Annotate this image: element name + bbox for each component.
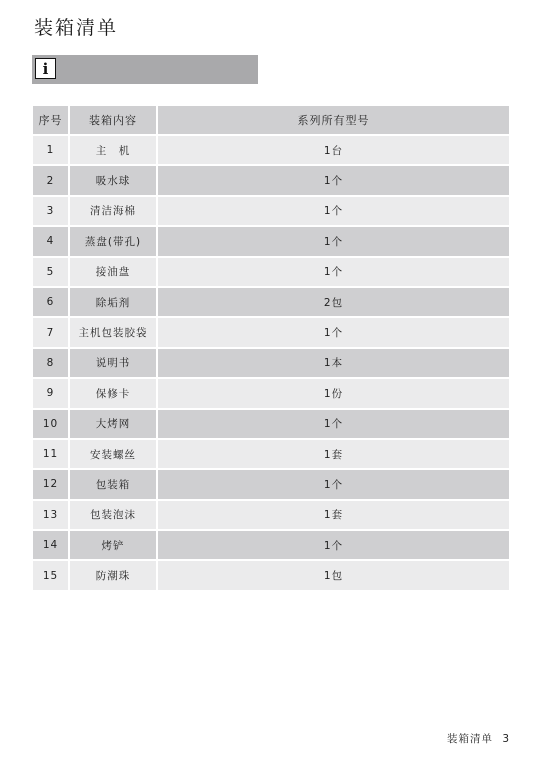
row-number: 15	[33, 560, 69, 590]
table-row	[33, 439, 509, 469]
row-quantity: 1个	[157, 226, 509, 256]
row-item: 清洁海棉	[69, 196, 157, 226]
row-item: 说明书	[69, 348, 157, 378]
table-row	[33, 317, 509, 347]
row-quantity: 1个	[157, 196, 509, 226]
row-number: 13	[33, 500, 69, 530]
row-item: 烤铲	[69, 530, 157, 560]
row-item: 大烤网	[69, 409, 157, 439]
row-number: 9	[33, 378, 69, 408]
header-models: 系列所有型号	[157, 106, 509, 135]
table-row	[33, 226, 509, 256]
row-item: 主 机	[69, 135, 157, 165]
row-item: 除垢剂	[69, 287, 157, 317]
row-number: 4	[33, 226, 69, 256]
table-row	[33, 135, 509, 165]
page-number: 3	[502, 733, 510, 745]
row-quantity: 1个	[157, 165, 509, 195]
row-number: 14	[33, 530, 69, 560]
header-contents: 装箱内容	[69, 106, 157, 135]
row-number: 12	[33, 469, 69, 499]
row-item: 包装箱	[69, 469, 157, 499]
row-item: 包装泡沫	[69, 500, 157, 530]
row-item: 保修卡	[69, 378, 157, 408]
row-quantity: 1台	[157, 135, 509, 165]
table-header-row	[33, 106, 509, 135]
row-number: 11	[33, 439, 69, 469]
table-row	[33, 500, 509, 530]
row-number: 2	[33, 165, 69, 195]
info-banner	[32, 55, 258, 84]
packing-list-table	[33, 106, 509, 592]
row-quantity: 1个	[157, 257, 509, 287]
table-row	[33, 378, 509, 408]
row-quantity: 1个	[157, 469, 509, 499]
table-row	[33, 196, 509, 226]
table-row	[33, 560, 509, 590]
row-item: 安装螺丝	[69, 439, 157, 469]
table-row	[33, 165, 509, 195]
row-quantity: 1包	[157, 560, 509, 590]
row-number: 1	[33, 135, 69, 165]
row-quantity: 1份	[157, 378, 509, 408]
row-number: 10	[33, 409, 69, 439]
row-quantity: 2包	[157, 287, 509, 317]
row-quantity: 1本	[157, 348, 509, 378]
page-title: 装箱清单	[34, 17, 119, 39]
table-row	[33, 469, 509, 499]
table-row	[33, 409, 509, 439]
footer-label: 装箱清单	[446, 733, 493, 745]
row-number: 3	[33, 196, 69, 226]
row-quantity: 1个	[157, 317, 509, 347]
row-number: 8	[33, 348, 69, 378]
row-item: 蒸盘(带孔)	[69, 226, 157, 256]
row-number: 6	[33, 287, 69, 317]
table-row	[33, 287, 509, 317]
table-row	[33, 257, 509, 287]
page-footer	[447, 731, 510, 746]
row-item: 接油盘	[69, 257, 157, 287]
row-quantity: 1个	[157, 530, 509, 560]
row-quantity: 1套	[157, 500, 509, 530]
table-row	[33, 530, 509, 560]
row-number: 7	[33, 317, 69, 347]
table-row	[33, 348, 509, 378]
row-item: 吸水球	[69, 165, 157, 195]
info-icon: i	[35, 58, 56, 79]
row-quantity: 1套	[157, 439, 509, 469]
header-number: 序号	[33, 106, 69, 135]
row-item: 防潮珠	[69, 560, 157, 590]
row-quantity: 1个	[157, 409, 509, 439]
row-item: 主机包装胶袋	[69, 317, 157, 347]
row-number: 5	[33, 257, 69, 287]
